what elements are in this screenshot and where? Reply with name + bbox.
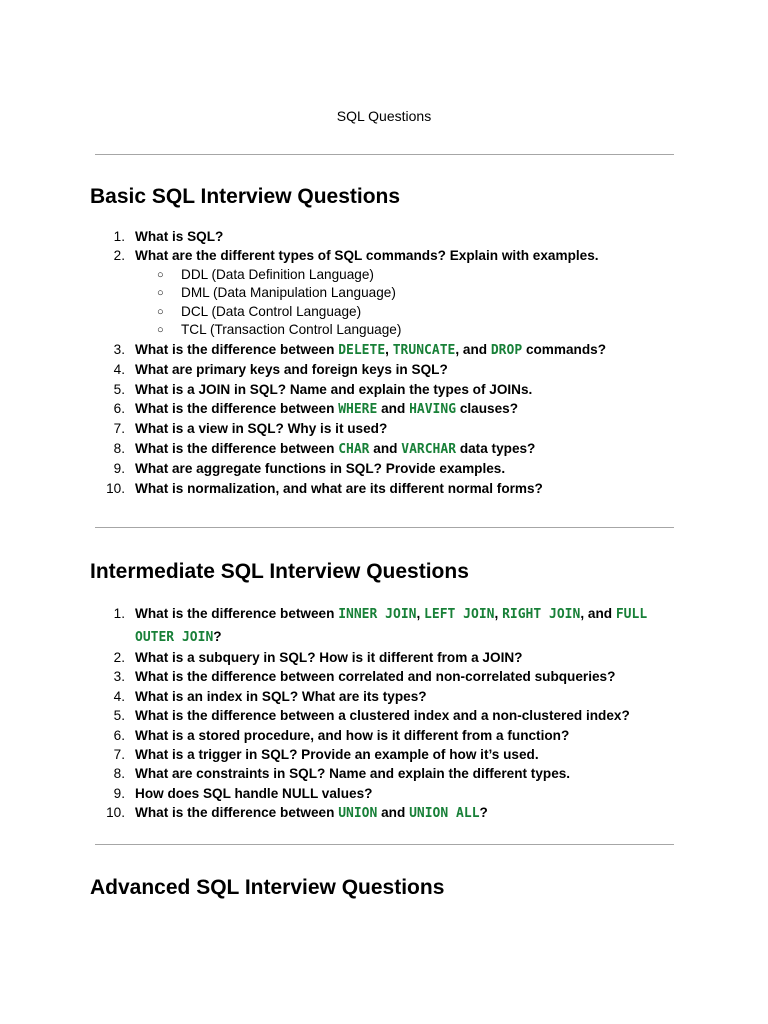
question-number: 1. (113, 606, 125, 621)
question-text-part: ? (213, 628, 222, 644)
question-text (135, 805, 488, 820)
sub-list-text: DML (Data Manipulation Language) (181, 285, 396, 301)
question-list-basic (0, 227, 768, 498)
question-number: 5. (113, 708, 125, 724)
question-text-part: ? (479, 805, 488, 821)
question-text-part: What is the difference between (135, 341, 339, 357)
question-item (0, 419, 768, 438)
question-number: 9. (113, 461, 125, 477)
question-number: 10. (106, 805, 125, 821)
question-text (135, 461, 505, 476)
question-text (135, 382, 532, 397)
question-text-part: What is the difference between (135, 401, 339, 417)
question-text (135, 728, 569, 743)
question-text-part: What is a trigger in SQL? Provide an example of how it’s used. (135, 747, 539, 763)
question-item (0, 439, 768, 459)
question-text-part: and (377, 805, 410, 821)
question-text-part: data types? (456, 440, 536, 456)
hollow-circle-bullet-icon: ○ (157, 324, 164, 337)
question-item (0, 726, 768, 745)
question-text (135, 248, 599, 263)
sql-keyword: RIGHT JOIN (502, 607, 581, 622)
question-number: 8. (113, 440, 125, 456)
question-item (0, 459, 768, 478)
question-item (0, 340, 768, 360)
question-text-part: What is normalization, and what are its different normal forms? (135, 480, 543, 496)
question-text (135, 401, 518, 416)
question-text-part: What is the difference between a clustered index and a non-clustered index? (135, 708, 630, 724)
question-number: 5. (113, 381, 125, 397)
sql-keyword: HAVING (409, 402, 457, 418)
question-item (0, 745, 768, 764)
question-item (0, 380, 768, 399)
horizontal-rule (95, 527, 674, 528)
question-item (0, 603, 768, 648)
sub-list-text: DCL (Data Control Language) (181, 303, 362, 319)
question-number: 8. (113, 766, 125, 782)
sub-list-text: TCL (Transaction Control Language) (181, 322, 402, 338)
question-text (135, 766, 570, 781)
sub-list-item (135, 284, 678, 303)
question-text-part: What are the different types of SQL commands? Explain with examples. (135, 248, 599, 264)
question-text-part: What is an index in SQL? What are its types? (135, 688, 427, 704)
question-item (0, 648, 768, 667)
question-text-part: clauses? (456, 401, 519, 417)
question-number: 2. (113, 650, 125, 665)
question-number: 4. (113, 362, 125, 378)
question-number: 3. (113, 669, 125, 685)
question-text-part: What is a JOIN in SQL? Name and explain the types of JOINs. (135, 381, 533, 397)
question-item (0, 667, 768, 686)
question-number: 4. (113, 688, 125, 704)
question-text (135, 786, 372, 801)
sql-keyword: DELETE (338, 342, 386, 358)
question-item (0, 784, 768, 803)
question-text-part: What is a view in SQL? Why is it used? (135, 421, 388, 437)
question-number: 6. (113, 727, 125, 743)
question-item (0, 399, 768, 419)
question-text-part: , and (580, 606, 616, 621)
question-text-part: , and (455, 341, 491, 357)
question-text-part: and (377, 401, 410, 417)
sub-list-text: DDL (Data Definition Language) (181, 266, 374, 282)
question-text (135, 708, 630, 723)
question-item (0, 360, 768, 379)
question-number: 7. (113, 747, 125, 763)
question-text (135, 650, 522, 665)
question-item (0, 764, 768, 783)
question-number: 1. (113, 229, 125, 244)
question-text-part: What is the difference between (135, 440, 339, 456)
sub-list-item (135, 303, 678, 322)
sql-keyword: TRUNCATE (392, 342, 456, 358)
question-item (0, 687, 768, 706)
question-text-part: What is SQL? (135, 229, 224, 244)
question-text (135, 421, 387, 436)
section-title-basic: Basic SQL Interview Questions (90, 185, 401, 208)
question-item (0, 706, 768, 725)
sql-keyword: DROP (490, 342, 523, 358)
hollow-circle-bullet-icon: ○ (157, 305, 164, 318)
horizontal-rule (95, 844, 674, 845)
horizontal-rule (95, 154, 674, 155)
question-text-part: What are constraints in SQL? Name and explain the different types. (135, 766, 571, 782)
question-text (135, 689, 427, 704)
question-text (135, 441, 535, 456)
question-number: 3. (113, 341, 125, 357)
question-text-part: and (369, 440, 402, 456)
question-item (0, 246, 768, 339)
question-text-part: , (494, 606, 503, 621)
sql-keyword: UNION (338, 806, 378, 822)
question-number: 7. (113, 421, 125, 437)
sql-keyword: FULL OUTER JOIN (135, 607, 648, 645)
question-text-part: What is the difference between (135, 606, 339, 621)
sql-keyword: LEFT JOIN (424, 607, 495, 622)
sub-list-item (135, 266, 678, 285)
question-text (135, 606, 647, 644)
question-item (0, 479, 768, 498)
question-text-part: commands? (522, 341, 607, 357)
sql-keyword: UNION ALL (409, 806, 480, 822)
question-number: 6. (113, 401, 125, 417)
question-text (135, 747, 539, 762)
question-number: 2. (113, 248, 125, 264)
question-text-part: What are primary keys and foreign keys in SQL? (135, 362, 448, 378)
question-number: 10. (106, 480, 125, 496)
question-text-part: What is the difference between (135, 805, 339, 821)
question-text (135, 362, 448, 377)
section-title-advanced: Advanced SQL Interview Questions (90, 876, 445, 899)
section-title-intermediate: Intermediate SQL Interview Questions (90, 560, 469, 583)
question-number: 9. (113, 785, 125, 801)
question-text (135, 669, 615, 684)
sub-list-item (135, 321, 678, 340)
sub-list (135, 266, 678, 340)
question-text (135, 481, 543, 496)
question-text-part: , (385, 341, 393, 357)
question-text-part: How does SQL handle NULL values? (135, 785, 373, 801)
question-text-part: What are aggregate functions in SQL? Provide examples. (135, 461, 506, 477)
sql-keyword: INNER JOIN (338, 607, 417, 622)
question-text-part: What is a stored procedure, and how is it different from a function? (135, 727, 570, 743)
question-item (0, 227, 768, 246)
sql-keyword: VARCHAR (401, 441, 457, 457)
question-list-intermediate (0, 603, 768, 824)
question-text-part: What is the difference between correlated and non-correlated subqueries? (135, 669, 616, 685)
hollow-circle-bullet-icon: ○ (157, 287, 164, 300)
question-text (135, 342, 606, 357)
question-text-part: , (416, 606, 425, 621)
question-text-part: What is a subquery in SQL? How is it different from a JOIN? (135, 650, 523, 665)
sql-keyword: WHERE (338, 402, 378, 418)
sql-keyword: CHAR (338, 441, 370, 457)
hollow-circle-bullet-icon: ○ (157, 268, 164, 281)
question-text (135, 229, 223, 244)
document-header: SQL Questions (336, 108, 432, 124)
question-item (0, 803, 768, 823)
